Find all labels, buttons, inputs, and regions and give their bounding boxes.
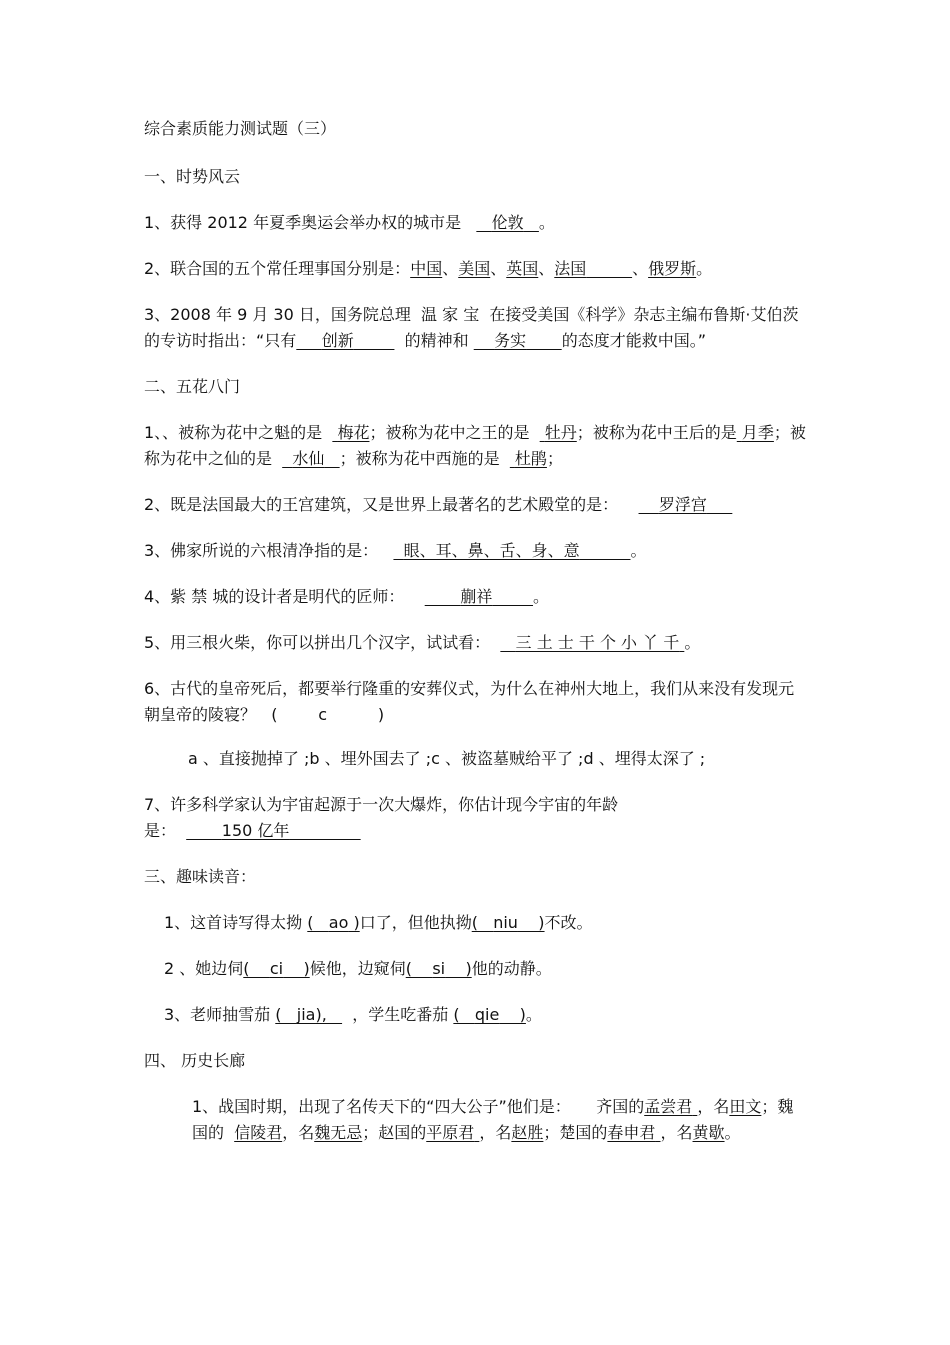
question-3-2: 2 、她边伺( ci )候他，边窥伺( si )他的动静。 (164, 959, 552, 978)
question-3-1: 1、这首诗写得太拗 ( ao )口了，但他执拗( niu )不改。 (164, 913, 593, 932)
question-2-7-answer: 是： 150 亿年 (144, 818, 809, 844)
question-1-2: 2、联合国的五个常任理事国分别是：中国、美国、英国、法国 、俄罗斯。 (144, 259, 713, 278)
answer-blank: 美国 (458, 259, 491, 278)
answer-blank: 法国 (554, 259, 587, 278)
section-heading-1: 一、时势风云 (144, 167, 241, 186)
question-2-3: 3、佛家所说的六根清净指的是： 眼、耳、鼻、舌、身、意 。 (144, 541, 647, 560)
answer-blank: 信陵君 (234, 1123, 283, 1142)
answer-blank: ( qie ) (453, 1005, 526, 1024)
section-heading-3: 三、趣味读音： (144, 867, 257, 886)
answer-blank: 牡丹 (544, 423, 577, 442)
answer-blank: 伦敦 (491, 213, 524, 232)
answer-blank: 务实 (494, 331, 527, 350)
answer-blank: ( si ) (405, 959, 472, 978)
answer-blank: 中国 (410, 259, 443, 278)
answer-blank: 月季 (741, 423, 774, 442)
question-1-3: 3、2008 年 9 月 30 日，国务院总理 温 家 宝 在接受美国《科学》杂志主编布鲁斯·艾伯茨的专访时指出：“只有 创新 的精神和 务实 的态度才能救中国。” (144, 305, 799, 350)
answer-blank: ( jia), (275, 1005, 343, 1024)
question-2-6-options: a 、直接抛掉了 ;b 、埋外国去了 ;c 、被盗墓贼给平了 ;d 、埋得太深了 ; (188, 749, 706, 768)
question-2-5: 5、用三根火柴，你可以拼出几个汉字，试试看： 三 土 士 干 个 小 丫 千 。 (144, 633, 701, 652)
answer-blank: 创新 (321, 331, 354, 350)
question-2-7: 7、许多科学家认为宇宙起源于一次大爆炸，你估计现今宇宙的年龄 (144, 795, 619, 814)
question-4-1: 1、战国时期，出现了名传天下的“四大公子”他们是： 齐国的孟尝君 ，名田文；魏国的 信陵君，名魏无忌；赵国的平原君 ，名赵胜；楚国的春申君 ，名黄歇。 (192, 1097, 794, 1142)
answer-blank: 俄罗斯 (648, 259, 697, 278)
question-2-4: 4、紫 禁 城的设计者是明代的匠师： 蒯祥 。 (144, 587, 550, 606)
answer-blank: 平原君 (426, 1123, 475, 1142)
question-3-3: 3、老师抽雪茄 ( jia), ，学生吃番茄 ( qie )。 (164, 1005, 542, 1024)
answer-blank: 梅花 (337, 423, 370, 442)
answer-blank: 水仙 (292, 449, 325, 468)
answer-choice: ( c ) (271, 705, 385, 724)
document-body (144, 116, 809, 1146)
question-2-2: 2、既是法国最大的王宫建筑，又是世界上最著名的艺术殿堂的是： 罗浮宫 (144, 492, 809, 518)
answer-blank: 蒯祥 (460, 587, 493, 606)
answer-blank: 孟尝君 (644, 1097, 693, 1116)
answer-blank: 春申君 (607, 1123, 656, 1142)
section-heading-2: 二、五花八门 (144, 377, 241, 396)
answer-blank: ( ci ) (243, 959, 310, 978)
answer-blank: 赵胜 (511, 1123, 544, 1142)
answer-blank: 150 亿年 (221, 821, 290, 840)
question-1-1: 1、获得 2012 年夏季奥运会举办权的城市是 伦敦 。 (144, 213, 555, 232)
answer-blank: ( niu ) (471, 913, 545, 932)
answer-blank: 田文 (729, 1097, 762, 1116)
answer-blank: 杜鹃 (514, 449, 547, 468)
answer-blank: 魏无忌 (314, 1123, 363, 1142)
answer-blank: ( ao ) (307, 913, 360, 932)
answer-blank: 眼、耳、鼻、舌、身、意 (403, 541, 580, 560)
section-heading-4: 四、 历史长廊 (144, 1051, 246, 1070)
answer-blank: 英国 (506, 259, 539, 278)
question-2-1: 1、、被称为花中之魁的是 梅花；被称为花中之王的是 牡丹；被称为花中王后的是 月季；被称为花中之仙的是 水仙 ；被称为花中西施的是 杜鹃； (144, 423, 806, 468)
document-title: 综合素质能力测试题（三） (144, 119, 337, 138)
answer-blank: 三 土 士 干 个 小 丫 千 (515, 633, 680, 652)
answer-blank: 黄歇 (692, 1123, 725, 1142)
answer-blank: 罗浮宫 (658, 495, 707, 514)
question-2-6: 6、古代的皇帝死后，都要举行隆重的安葬仪式，为什么在神州大地上，我们从来没有发现元朝皇帝的陵寝？ ( c ) (144, 679, 795, 724)
